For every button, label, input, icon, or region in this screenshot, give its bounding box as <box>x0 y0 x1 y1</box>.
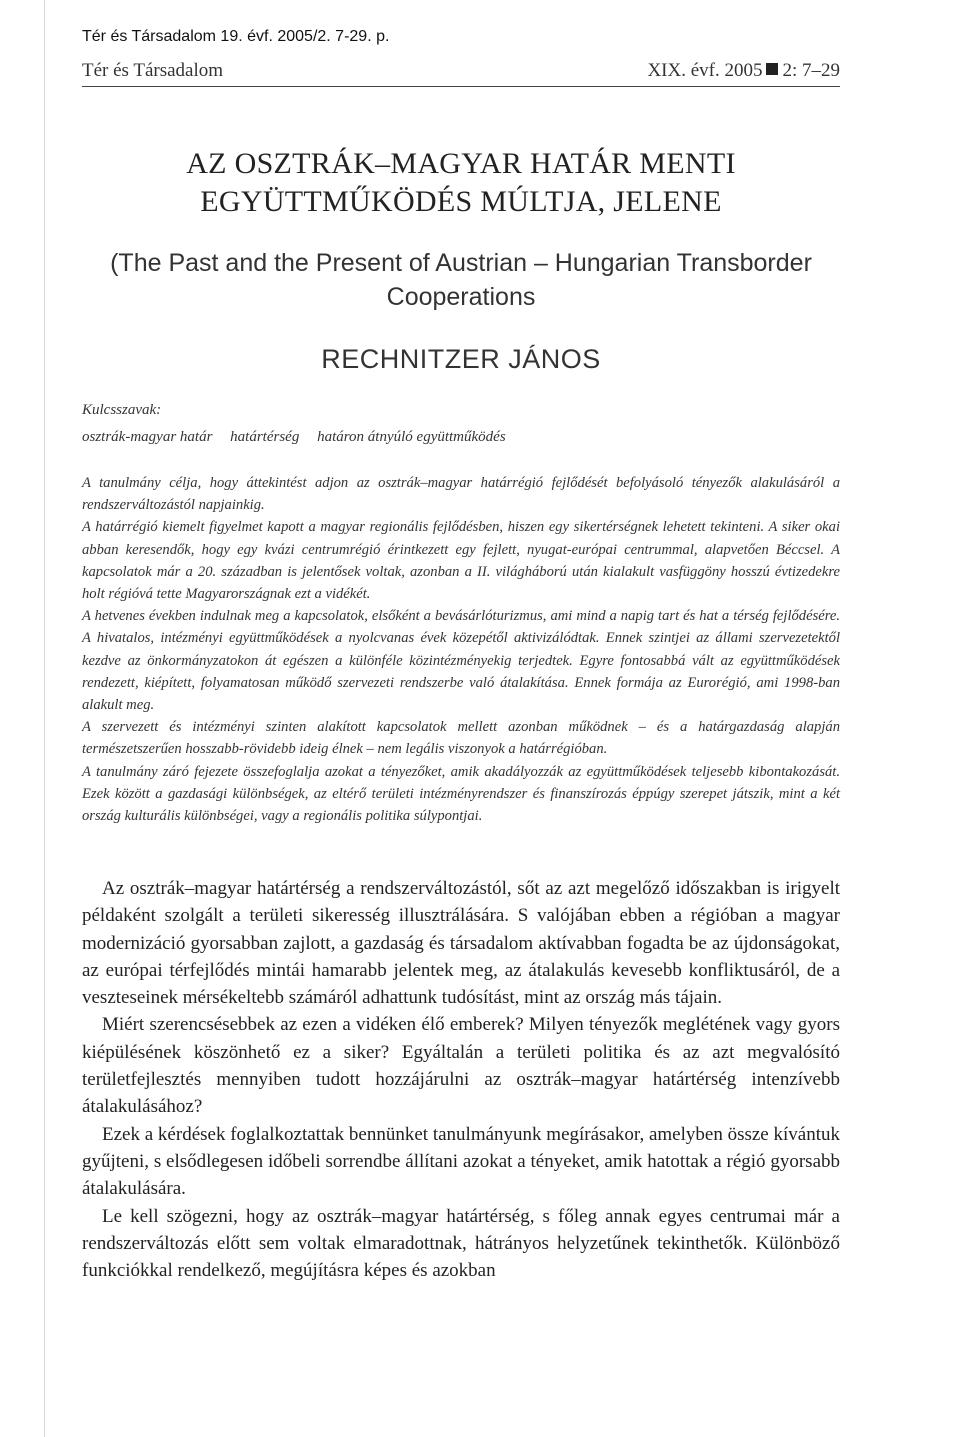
body-paragraph: Ezek a kérdések foglalkoztattak bennünket tanulmányunk megírásakor, amelyben össze kívántuk gyűjteni, s elsődlegesen időbeli sorrendbe állítani azokat a tényeket, amik hatottak a régió gyorsabb átalakulására. <box>82 1123 840 1200</box>
page-margin-rule <box>44 0 45 1437</box>
title-line-1: AZ OSZTRÁK–MAGYAR HATÁR MENTI <box>186 147 736 180</box>
keywords-label: Kulcsszavak: <box>82 402 162 418</box>
body-paragraph: Le kell szögezni, hogy az osztrák–magyar határtérség, s főleg annak egyes centrumai már a rendszerváltozás előtt sem voltak elmaradottnak, hátrányos helyzetűnek tekinthetők. Különböző funkciókkal rendelkező, megújításra képes és azokban <box>82 1205 840 1282</box>
keywords-list <box>82 429 520 446</box>
abstract <box>82 472 840 827</box>
article-subtitle <box>82 246 840 314</box>
keyword: osztrák-magyar határ <box>82 429 213 445</box>
author-name: RECHNITZER JÁNOS <box>321 344 601 374</box>
body-paragraph: Miért szerencsésebbek az ezen a vidéken élő emberek? Milyen tényezők meglétének vagy gyors kiépülésének köszönhető ez a siker? Egyáltalán a területi politika és az azt megvalósító területfejlesztés mennyiben tudott hozzájárulni az osztrák–magyar határtérség intenzívebb átalakulásához? <box>82 1014 840 1118</box>
article-title <box>82 145 840 221</box>
title-line-2: EGYÜTTMŰKÖDÉS MÚLTJA, JELENE <box>200 185 722 218</box>
running-head-volume: XIX. évf. 2005 <box>647 60 763 81</box>
abstract-paragraph: A hetvenes években indulnak meg a kapcsolatok, elsőként a bevásárlóturizmus, ami mind a napig tart és hat a térség fejlődésére. A hivatalos, intézményi együttműködések a nyolcvanas évek közepétől aktivizálódtak. Ennek szintjei az állami szervezetektől kezdve az önkormányzatokon át egészen a különféle közintézményekig terjedtek. Egyre fontosabbá vált az együttműködések rendezett, kiépített, folyamatosan működő szervezeti rendszerbe való átalakítása. Ennek formája az Eurorégió, ami 1998-ban alakult meg. <box>82 608 840 714</box>
abstract-paragraph: A szervezett és intézményi szinten alakított kapcsolatok mellett azonban működnek – és a határgazdaság alapján természetszerűen hosszabb-rövidebb ideig élnek – nem legális viszonyok a határrégióban. <box>82 719 840 758</box>
subtitle-line-1: (The Past and the Present of Austrian – Hungarian Transborder <box>110 249 812 277</box>
body-paragraph: Az osztrák–magyar határtérség a rendszerváltozástól, sőt az azt megelőző időszakban is irigyelt példaként szolgált a területi sikeresség illusztrálására. S valójában ebben a régióban a magyar modernizáció gyorsabban zajlott, a gazdaság és társadalom aktívabban fogadta be az újdonságokat, az európai térfejlődés mintái hamarabb jelentek meg, az átalakulás kevesebb konfliktusáról, de a veszteseinek mérsékeltebb számáról adhattunk tudósítást, mint az ország más tájain. <box>82 878 840 1009</box>
keyword: határon átnyúló együttműködés <box>317 429 506 445</box>
abstract-paragraph: A határrégió kiemelt figyelmet kapott a magyar regionális fejlődésben, hiszen egy sikertérségnek lehetett tekinteni. A siker okai abban keresendők, hogy egy kvázi centrumrégió érintkezett egy fejlett, nyugat-európai centrummal, alapvetően Béccsel. A kapcsolatok már a 20. században is jelentősek voltak, azonban a II. világháború után kialakult vasfüggöny hosszú évtizedekre holt régióvá tette Magyarországnak ezt a vidékét. <box>82 519 840 603</box>
citation-line: Tér és Társadalom 19. évf. 2005/2. 7-29. p. <box>82 28 390 45</box>
square-bullet-icon <box>766 63 778 75</box>
subtitle-line-2: Cooperations <box>386 283 536 311</box>
abstract-paragraph: A tanulmány záró fejezete összefoglalja azokat a tényezőket, amik akadályozzák az együttműködések teljesebb kibontakozását. Ezek között a gazdasági különbségek, az eltérő területi intézményrendszer és finanszírozás éppúgy szerepet játszik, mint a két ország kulturális különbségei, vagy a regionális politika súlypontjai. <box>82 763 840 825</box>
body-text <box>82 875 840 1284</box>
keyword: határtérség <box>230 429 300 445</box>
running-head-issue <box>647 60 840 82</box>
abstract-paragraph: A tanulmány célja, hogy áttekintést adjon az osztrák–magyar határrégió fejlődését befolyásoló tényezők alakulásáról a rendszerváltozástól napjainkig. <box>82 475 840 514</box>
running-head-pages: 2: 7–29 <box>782 60 840 81</box>
running-head-journal: Tér és Társadalom <box>82 60 224 81</box>
running-head <box>82 58 840 87</box>
